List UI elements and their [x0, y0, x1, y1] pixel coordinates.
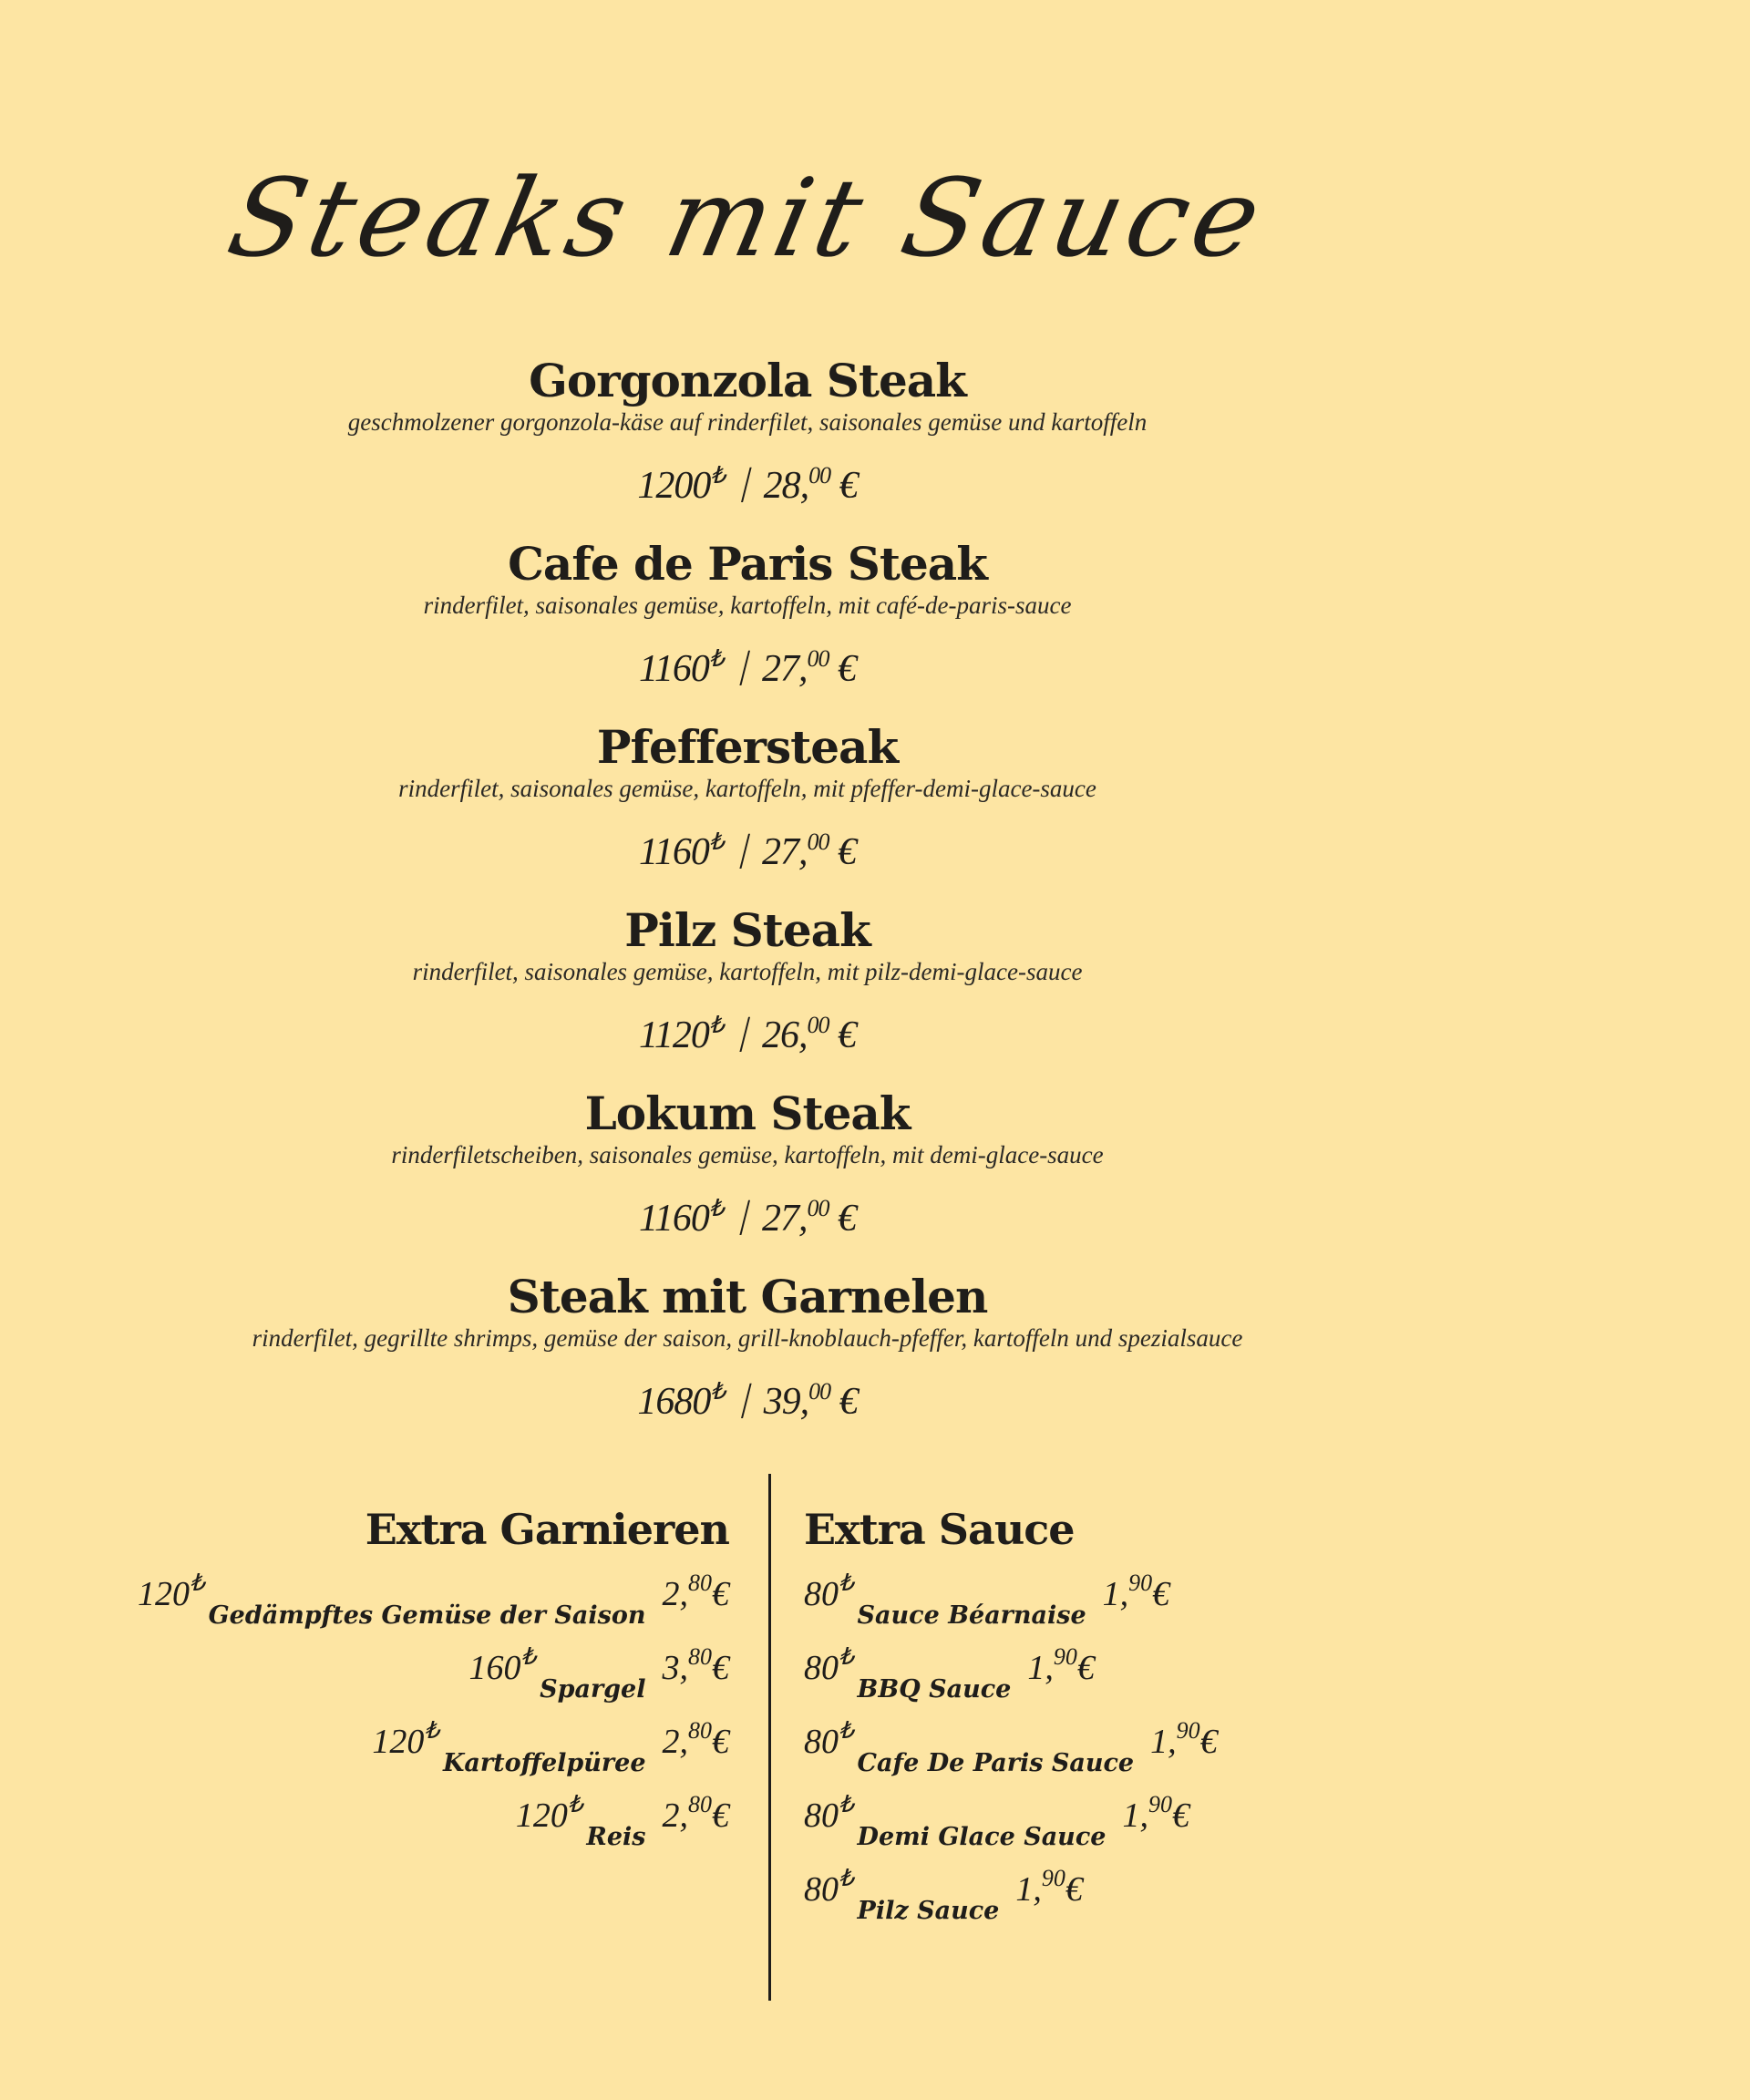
price-tl: 1680 [637, 1381, 711, 1423]
dish-price [0, 815, 1495, 880]
price-tl: 120 [372, 1723, 425, 1761]
page-title: Steaks mit Sauce [218, 155, 1277, 281]
price-eur-cents: 80 [688, 1643, 712, 1670]
dish-description: rinderfiletscheiben, saisonales gemüse, kartoffeln, mit demi-glace-sauce [391, 1141, 1104, 1168]
extra-label: Reis [586, 1823, 646, 1851]
extra-item [804, 1865, 1442, 1939]
price-eur-cents: 00 [807, 645, 829, 672]
extra-label: Kartoffelpüree [442, 1749, 646, 1777]
lira-sign: ₺ [190, 1570, 205, 1596]
price-eur: 27, [762, 831, 808, 873]
price-eur: 3, [662, 1649, 688, 1687]
price-eur: 1, [1027, 1649, 1054, 1687]
extra-item [91, 1570, 729, 1643]
price-eur: 1, [1150, 1723, 1177, 1761]
dish-price [0, 448, 1495, 513]
price-separator: / [739, 823, 750, 881]
dish-name: Gorgonzola Steak [529, 354, 966, 407]
lira-sign: ₺ [424, 1717, 439, 1744]
lira-sign: ₺ [710, 1378, 725, 1405]
price-eur-cents: 00 [807, 1195, 829, 1221]
dish-item [0, 1088, 1495, 1271]
euro-sign: € [712, 1649, 729, 1687]
lira-sign: ₺ [839, 1791, 854, 1817]
dish-list [0, 355, 1495, 1455]
lira-sign: ₺ [567, 1791, 583, 1817]
price-separator: / [739, 640, 750, 698]
price-eur: 1, [1122, 1796, 1148, 1835]
dish-item [0, 355, 1495, 539]
dish-description: rinderfilet, saisonales gemüse, kartoffeln, mit pfeffer-demi-glace-sauce [398, 775, 1096, 802]
price-tl: 1160 [638, 831, 709, 873]
euro-sign: € [838, 831, 857, 873]
euro-sign: € [1171, 1796, 1189, 1835]
price-separator: / [740, 1373, 751, 1431]
lira-sign: ₺ [839, 1643, 854, 1670]
price-eur-cents: 80 [688, 1570, 712, 1596]
euro-sign: € [838, 1198, 857, 1240]
price-eur-cents: 90 [1128, 1570, 1153, 1596]
euro-sign: € [712, 1723, 729, 1761]
euro-sign: € [839, 465, 858, 507]
dish-description: rinderfilet, saisonales gemüse, kartoffeln, mit café-de-paris-sauce [423, 592, 1072, 619]
price-eur: 1, [1102, 1575, 1129, 1613]
euro-sign: € [1076, 1649, 1095, 1687]
dish-item [0, 1271, 1495, 1455]
price-separator: / [739, 1189, 750, 1248]
extras-garnieren-title: Extra Garnieren [365, 1505, 729, 1554]
price-tl: 80 [804, 1723, 839, 1761]
price-tl: 120 [138, 1575, 190, 1613]
extra-label: BBQ Sauce [857, 1675, 1012, 1704]
extra-label: Gedämpftes Gemüse der Saison [208, 1601, 646, 1630]
price-eur: 2, [662, 1575, 688, 1613]
lira-sign: ₺ [520, 1643, 537, 1670]
euro-sign: € [1065, 1870, 1083, 1909]
lira-sign: ₺ [839, 1865, 854, 1891]
extra-item [91, 1791, 729, 1865]
price-eur-cents: 80 [688, 1791, 712, 1817]
price-eur-cents: 00 [808, 462, 831, 489]
lira-sign: ₺ [708, 1012, 724, 1038]
price-eur-cents: 90 [1053, 1643, 1077, 1670]
price-eur: 27, [762, 648, 808, 690]
price-tl: 120 [515, 1796, 568, 1835]
price-eur: 39, [763, 1381, 809, 1423]
euro-sign: € [838, 1014, 857, 1056]
extras-sauce-section [804, 1504, 1442, 1939]
dish-name: Steak mit Garnelen [507, 1270, 988, 1323]
lira-sign: ₺ [708, 645, 724, 672]
dish-description: geschmolzener gorgonzola-käse auf rinderfilet, saisonales gemüse und kartoffeln [347, 408, 1148, 436]
price-separator: / [740, 457, 751, 515]
extra-item [804, 1791, 1442, 1865]
price-eur-cents: 00 [807, 1012, 829, 1038]
price-eur: 2, [662, 1796, 688, 1835]
extra-item [804, 1570, 1442, 1643]
price-eur-cents: 00 [807, 829, 829, 855]
column-divider [768, 1474, 771, 2001]
price-eur: 2, [662, 1723, 688, 1761]
lira-sign: ₺ [708, 1195, 724, 1221]
price-eur-cents: 90 [1148, 1791, 1172, 1817]
extras-sauce-title: Extra Sauce [804, 1505, 1075, 1554]
price-tl: 80 [804, 1575, 839, 1613]
euro-sign: € [712, 1575, 729, 1613]
lira-sign: ₺ [710, 462, 725, 489]
extra-item [804, 1643, 1442, 1717]
euro-sign: € [1199, 1723, 1218, 1761]
dish-description: rinderfilet, gegrillte shrimps, gemüse der saison, grill-knoblauch-pfeffer, kartoffeln und spezialsauce [252, 1324, 1243, 1352]
dish-price [0, 1181, 1495, 1246]
lira-sign: ₺ [839, 1717, 854, 1744]
dish-name: Lokum Steak [584, 1086, 911, 1140]
price-eur: 28, [763, 465, 809, 507]
price-tl: 80 [804, 1870, 839, 1909]
price-separator: / [739, 1006, 750, 1065]
dish-description: rinderfilet, saisonales gemüse, kartoffeln, mit pilz-demi-glace-sauce [412, 958, 1083, 985]
dish-name: Pfeffersteak [596, 720, 899, 774]
dish-price [0, 1364, 1495, 1429]
extras-garnieren-section [91, 1504, 729, 1865]
price-tl: 1160 [638, 648, 709, 690]
price-tl: 80 [804, 1796, 839, 1835]
extra-label: Spargel [540, 1675, 646, 1704]
dish-price [0, 632, 1495, 696]
lira-sign: ₺ [839, 1570, 854, 1596]
price-eur-cents: 80 [688, 1717, 712, 1744]
price-tl: 1200 [637, 465, 711, 507]
lira-sign: ₺ [708, 829, 724, 855]
euro-sign: € [838, 648, 857, 690]
price-tl: 1120 [638, 1014, 709, 1056]
dish-price [0, 998, 1495, 1063]
price-tl: 160 [468, 1649, 521, 1687]
price-eur: 26, [762, 1014, 808, 1056]
price-eur-cents: 00 [808, 1378, 831, 1405]
euro-sign: € [1152, 1575, 1170, 1613]
extra-item [91, 1643, 729, 1717]
extra-label: Sauce Béarnaise [857, 1601, 1086, 1630]
price-tl: 1160 [638, 1198, 709, 1240]
price-eur-cents: 90 [1041, 1865, 1065, 1891]
price-tl: 80 [804, 1649, 839, 1687]
euro-sign: € [839, 1381, 858, 1423]
price-eur: 27, [762, 1198, 808, 1240]
dish-item [0, 539, 1495, 722]
euro-sign: € [712, 1796, 729, 1835]
extra-item [91, 1717, 729, 1791]
dish-item [0, 905, 1495, 1088]
price-eur-cents: 90 [1176, 1717, 1200, 1744]
extra-label: Pilz Sauce [857, 1897, 1000, 1925]
dish-name: Cafe de Paris Steak [508, 537, 987, 591]
dish-name: Pilz Steak [624, 903, 870, 957]
extra-item [804, 1717, 1442, 1791]
dish-item [0, 722, 1495, 905]
price-eur: 1, [1015, 1870, 1042, 1909]
extra-label: Demi Glace Sauce [857, 1823, 1107, 1851]
extra-label: Cafe De Paris Sauce [857, 1749, 1135, 1777]
